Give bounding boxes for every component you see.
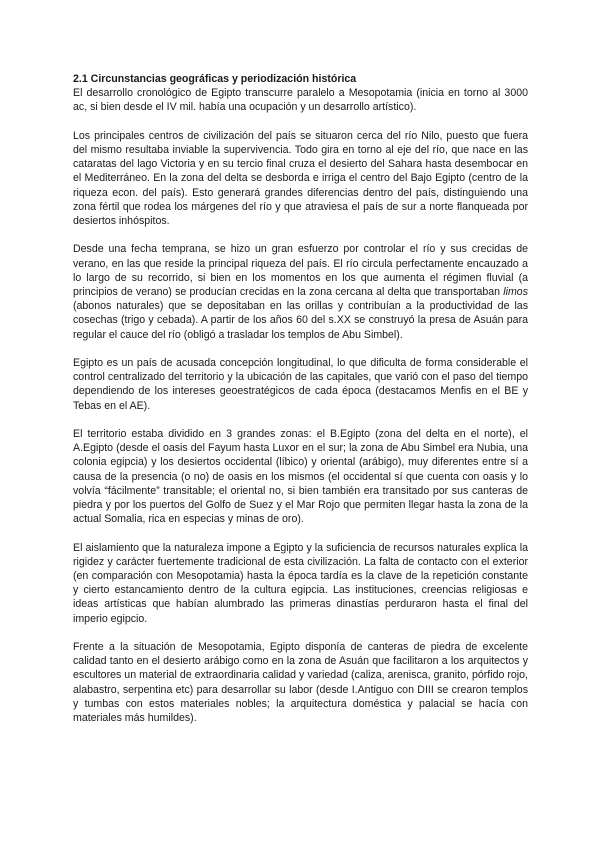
intro-paragraph: El desarrollo cronológico de Egipto transcurre paralelo a Mesopotamia (inicia en torno al 3000 ac, si bien desde el IV mil. había una ocupación y un desarrollo artístico). (73, 87, 528, 114)
paragraph-river-control (73, 242, 528, 341)
section-heading: 2.1 Circunstancias geográficas y periodización histórica (73, 73, 357, 85)
paragraph-longitudinal: Egipto es un país de acusada concepción longitudinal, lo que dificulta de forma considerable el control centralizado del territorio y la ubicación de las capitales, que varió con el paso del tiempo dependiendo de los intereses geoestratégicos de cada época (destacamos Menfis en el BE y Tebas en el AE). (73, 357, 528, 412)
limos-term: limos (503, 286, 528, 299)
paragraph-nile-geography: Los principales centros de civilización del país se situaron cerca del río Nilo, puesto que fuera del mismo resultaba inviable la supervivencia. Todo gira en torno al eje del río, que nace en las cataratas del lago Victoria y en su tercio final cruza el desierto del Sahara hasta desembocar en el Mediterráneo. En la zona del delta se desborda e irriga el centro del Bajo Egipto (centro de la riqueza econ. del país). Esto generará grandes diferencias dentro del país, distinguiendo una zona fértil que rodea los márgenes del río y que atraviesa el país de sur a norte flanqueada por desiertos inhóspitos. (73, 129, 528, 228)
paragraph-isolation: El aislamiento que la naturaleza impone a Egipto y la suficiencia de recursos naturales explica la rigidez y carácter fuertemente tradicional de esta civilización. La falta de contacto con el exterior (en comparación con Mesopotamia) hasta la época tardía es la clave de la repetición constante y cierto estancamiento dentro de la cultura egipcia. Las instituciones, creencias religiosas e ideas artísticas que habían alumbrado las primeras dinastías perduraron hasta el final del imperio egipcio. (73, 541, 528, 625)
document-page (73, 72, 528, 739)
section-block (73, 72, 528, 115)
paragraph-quarries: Frente a la situación de Mesopotamia, Egipto disponía de canteras de piedra de excelente calidad tanto en el desierto arábigo como en la zona de Asuán que facilitaron a los arquitectos y escultores un material de extraordinaria calidad y variedad (caliza, arenisca, granito, pórfido rojo, alabastro, serpentina etc) para desarrollar su labor (desde I.Antiguo con DIII se crearon templos y tumbas con estos materiales nobles; la arquitectura doméstica y palacial se hacía con materiales más humildes). (73, 641, 528, 725)
paragraph-zones: El territorio estaba dividido en 3 grandes zonas: el B.Egipto (zona del delta en el norte), el A.Egipto (desde el oasis del Fayum hasta Luxor en el sur; la zona de Abu Simbel era Nubia, una colonia egipcia) y los desiertos occidental (líbico) y oriental (arábigo), muy diferentes entre sí a causa de la presencia (o no) de oasis en los mismos (el occidental sí que cuenta con oasis y lo volvía “fácilmente” transitable; el oriental no, si bien también era transitado por sus canteras de piedra y por los puertos del Golfo de Suez y el Mar Rojo que permiten llegar hasta la zona de la actual Somalia, rica en especias y minas de oro). (73, 428, 528, 526)
paragraph-river-control-text-1: Desde una fecha temprana, se hizo un gran esfuerzo por controlar el río y sus crecidas de verano, en las que reside la principal riqueza del país. El río circula perfectamente encauzado a lo largo de su recorrido, si bien en los momentos en los que aumenta el régimen fluvial (a principios de verano) se producían crecidas en la zona cercana al delta que transportaban (73, 243, 528, 299)
paragraph-river-control-text-2: (abonos naturales) que se depositaban en las orillas y contribuían a la productividad de las cosechas (trigo y cebada). A partir de los años 60 del s.XX se construyó la presa de Asuán para regular el cauce del río (obligó a trasladar los templos de Abu Simbel). (73, 300, 528, 341)
